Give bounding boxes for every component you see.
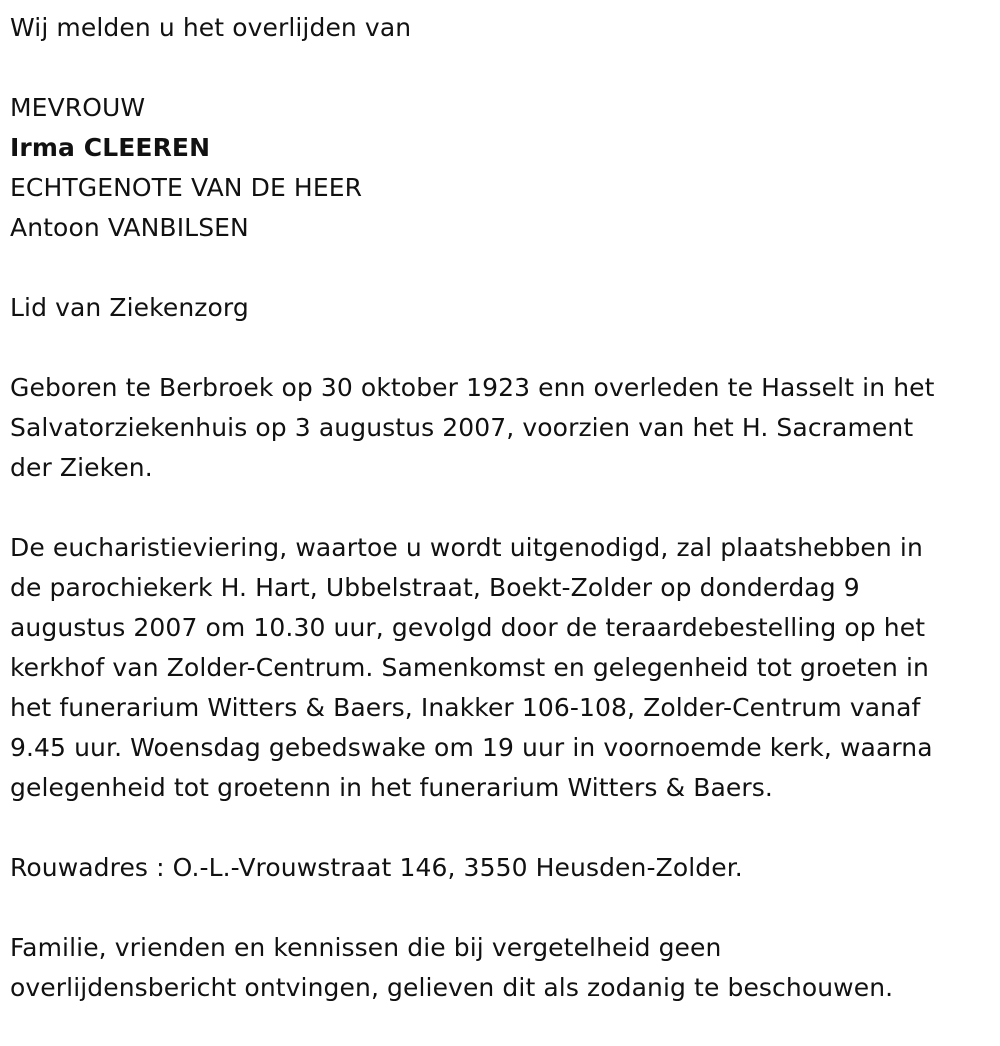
spacer xyxy=(10,248,990,288)
ceremony-paragraph xyxy=(10,528,990,808)
paragraph-line: de parochiekerk H. Hart, Ubbelstraat, Boekt-Zolder op donderdag 9 xyxy=(10,573,860,602)
paragraph-line: 9.45 uur. Woensdag gebedswake om 19 uur in voornoemde kerk, waarna xyxy=(10,733,933,762)
paragraph-line: Familie, vrienden en kennissen die bij vergetelheid geen xyxy=(10,933,722,962)
paragraph-line: Salvatorziekenhuis op 3 augustus 2007, voorzien van het H. Sacrament xyxy=(10,413,914,442)
paragraph-line: Geboren te Berbroek op 30 oktober 1923 enn overleden te Hasselt in het xyxy=(10,373,935,402)
deceased-block xyxy=(10,88,990,248)
spacer xyxy=(10,328,990,368)
spacer xyxy=(10,488,990,528)
paragraph-line: der Zieken. xyxy=(10,453,153,482)
spacer xyxy=(10,888,990,928)
closing-paragraph xyxy=(10,928,990,1008)
deceased-name: Irma CLEEREN xyxy=(10,133,211,162)
paragraph-line: kerkhof van Zolder-Centrum. Samenkomst en gelegenheid tot groeten in xyxy=(10,653,929,682)
birth-death-paragraph xyxy=(10,368,990,488)
spacer xyxy=(10,808,990,848)
mourning-address: Rouwadres : O.-L.-Vrouwstraat 146, 3550 Heusden-Zolder. xyxy=(10,853,743,882)
spouse-name: Antoon VANBILSEN xyxy=(10,213,249,242)
relation-text: ECHTGENOTE VAN DE HEER xyxy=(10,173,363,202)
paragraph-line: gelegenheid tot groetenn in het funerarium Witters & Baers. xyxy=(10,773,773,802)
spacer xyxy=(10,48,990,88)
membership-text: Lid van Ziekenzorg xyxy=(10,293,249,322)
title-text: MEVROUW xyxy=(10,93,146,122)
paragraph-line: overlijdensbericht ontvingen, gelieven dit als zodanig te beschouwen. xyxy=(10,973,894,1002)
paragraph-line: augustus 2007 om 10.30 uur, gevolgd door de teraardebestelling op het xyxy=(10,613,926,642)
paragraph-line: De eucharistieviering, waartoe u wordt uitgenodigd, zal plaatshebben in xyxy=(10,533,923,562)
intro-text: Wij melden u het overlijden van xyxy=(10,13,412,42)
paragraph-line: het funerarium Witters & Baers, Inakker 106-108, Zolder-Centrum vanaf xyxy=(10,693,921,722)
